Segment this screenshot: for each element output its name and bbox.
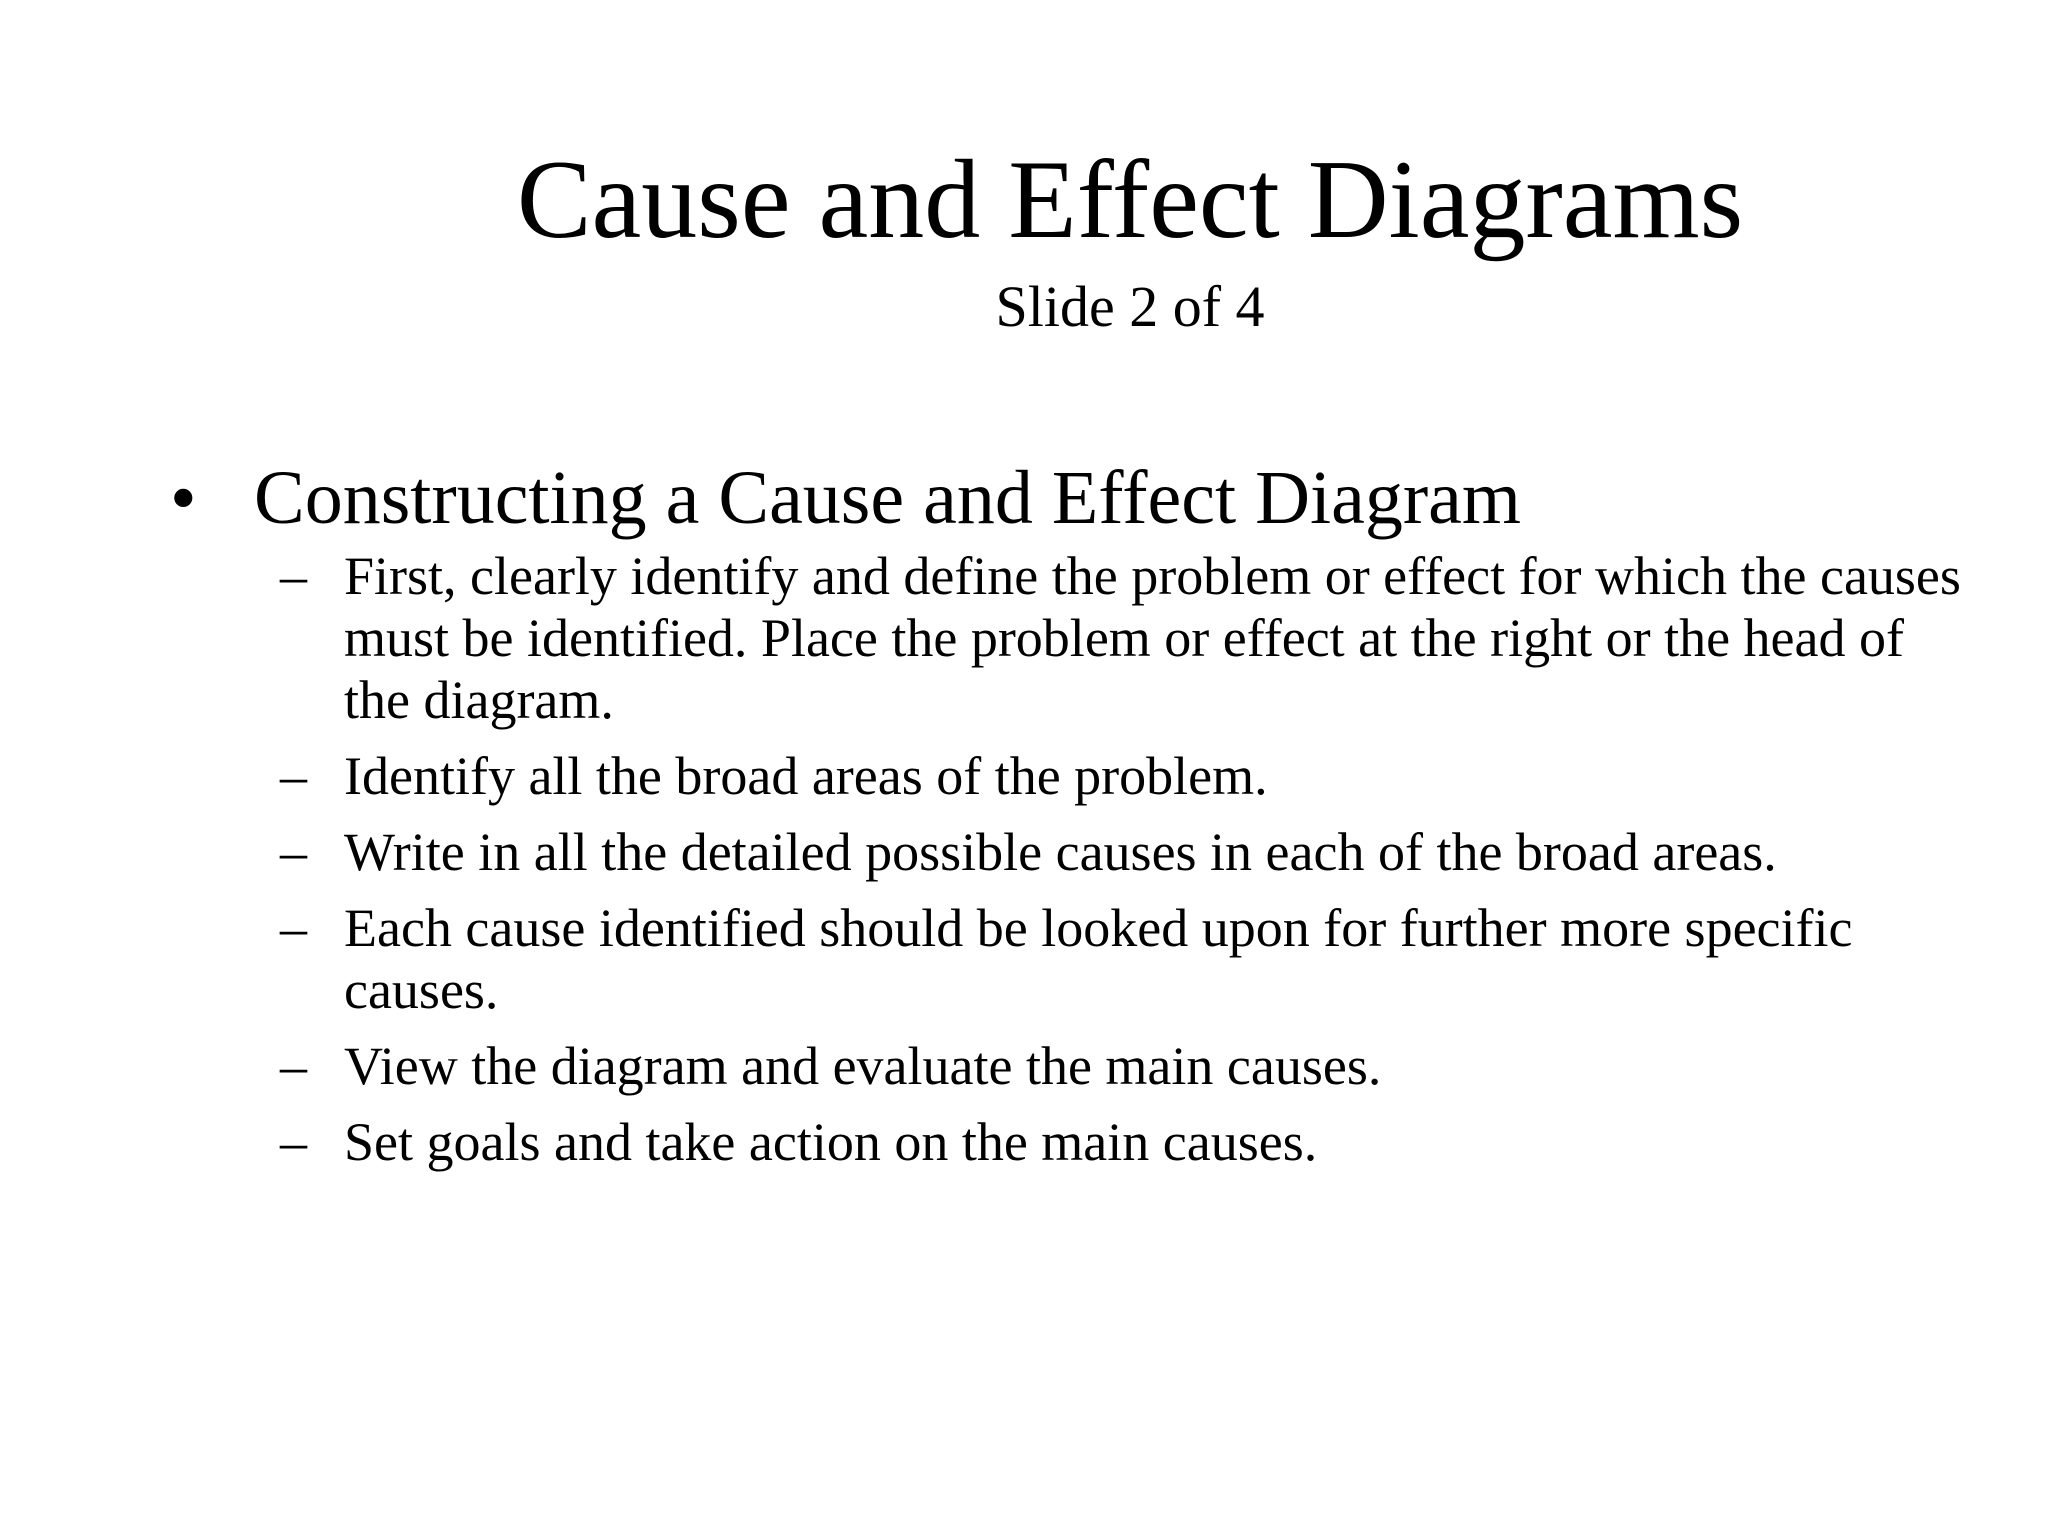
sub-bullet-item bbox=[280, 1035, 1970, 1097]
main-bullet-text: Constructing a Cause and Effect Diagram bbox=[254, 456, 1521, 540]
dash-icon: – bbox=[280, 1112, 307, 1172]
sub-bullet-text: Set goals and take action on the main causes. bbox=[344, 1112, 1318, 1172]
sub-bullet-item bbox=[280, 821, 1970, 883]
sub-bullet-item bbox=[280, 1111, 1970, 1173]
slide-title: Cause and Effect Diagrams bbox=[516, 138, 1744, 262]
sub-bullet-item bbox=[280, 897, 1970, 1021]
main-bullet bbox=[170, 455, 1970, 541]
sub-bullet-text: Each cause identified should be looked upon for further more specific causes. bbox=[344, 898, 1853, 1020]
sub-bullet-text: Write in all the detailed possible causes in each of the broad areas. bbox=[344, 822, 1777, 882]
sub-bullet-list bbox=[170, 545, 1970, 1173]
dash-icon: – bbox=[280, 1036, 307, 1096]
sub-bullet-text: Identify all the broad areas of the problem. bbox=[344, 746, 1268, 806]
sub-bullet-text: View the diagram and evaluate the main causes. bbox=[344, 1036, 1382, 1096]
slide-content bbox=[170, 455, 1970, 1187]
dash-icon: – bbox=[280, 822, 307, 882]
bullet-icon: • bbox=[170, 456, 197, 540]
dash-icon: – bbox=[280, 746, 307, 806]
dash-icon: – bbox=[280, 546, 307, 606]
title-block bbox=[420, 140, 1840, 342]
sub-bullet-text: First, clearly identify and define the problem or effect for which the causes must be identified. Place the problem or effect at the right or the head of the diagram. bbox=[344, 546, 1961, 730]
dash-icon: – bbox=[280, 898, 307, 958]
slide-subtitle: Slide 2 of 4 bbox=[995, 274, 1265, 339]
sub-bullet-item bbox=[280, 545, 1970, 731]
sub-bullet-item bbox=[280, 745, 1970, 807]
